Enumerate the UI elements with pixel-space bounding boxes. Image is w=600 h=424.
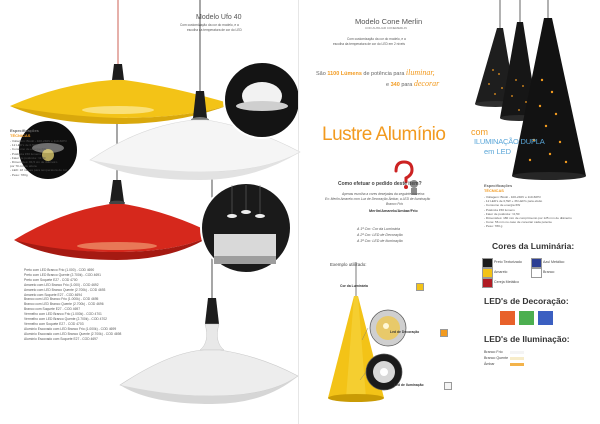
right-specs-list <box>484 195 572 229</box>
ilum-label: Branco Frio <box>484 350 503 354</box>
question-mark-icon <box>396 162 418 195</box>
right-specs-subheading: TÉCNICAS <box>484 188 504 193</box>
lumens-word-iluminar: iluminar, <box>405 68 435 77</box>
spec-line: - Potência 150 lumens <box>10 151 41 156</box>
cone-title: Modelo Cone Merlin <box>355 17 423 26</box>
order-rule-1: A 1ª Cor: Cor da Luminária <box>357 227 400 231</box>
colors-title: Cores da Luminária: <box>492 241 575 251</box>
lumens-text: São <box>316 71 326 77</box>
product-line: Branco com LED Branco Frio (1.000k) - COD 4695 <box>24 297 99 302</box>
spec-line: - Dimensões: 180 mm de comprimento por 125 mm de diâmetro <box>484 216 572 221</box>
ilum-swatch-cold <box>510 351 524 354</box>
lumens-text: de potência para <box>363 71 405 77</box>
order-example: Merlin/Amarelo/Ambar/Frio <box>369 209 418 213</box>
product-line: Preto com Soquete E27 - COD 4700 <box>24 277 78 282</box>
color-label: Branco <box>543 270 555 274</box>
headline-main: Lustre Alumínio <box>322 124 446 145</box>
callout-cor: Cor da Luminária <box>340 284 368 288</box>
product-line: Amarelo com Soquete E27 - COD 4694 <box>24 292 82 297</box>
left-specs-heading: Especificações <box>10 128 39 133</box>
color-swatch-white <box>531 268 542 278</box>
spec-line: - Dimensões: 84,5 cm de diâmetro <box>10 160 58 165</box>
ilum-label: Âmbar <box>484 362 495 366</box>
spec-line: - Voltagem: Bivolt - 100-240V e 110-60Hz <box>484 195 541 199</box>
product-line: Vermelho com LED Branco Quente (2.700k) - COD 4702 <box>24 317 108 322</box>
product-line: Alumínio Escovado com LED Branco Frio (1.000k) - COD 4699 <box>24 326 117 331</box>
product-line: Vermelho com Soquete E27 - COD 4703 <box>24 321 84 326</box>
product-line: Branco com Soquete E27 - COD 4697 <box>24 307 81 312</box>
decor-swatch-blue <box>538 311 553 325</box>
zoom-detail-decor <box>370 310 406 346</box>
callout-decor: Led de Decoração <box>390 330 420 334</box>
lumens-value-decor: 340 <box>390 82 400 88</box>
color-swatch-blue <box>531 258 542 268</box>
lumens-word-decorar: decorar <box>413 79 440 88</box>
cone-subtitle: COD AUXILIAR CONEMERLIN <box>365 26 407 30</box>
cone-desc-1: Com customização da cor do modelo, e a <box>347 37 406 41</box>
color-swatch-red <box>482 278 493 288</box>
decor-swatch-green <box>519 311 534 325</box>
decor-title: LED's de Decoração: <box>484 296 569 306</box>
product-line: Alumínio Escovado com Soquete E27 - COD 4697 <box>24 336 98 341</box>
headline-iluminacao: ILUMINAÇÃO DUPLA <box>474 137 545 146</box>
headline-com: com <box>471 127 489 137</box>
product-line: Preto com LED Branco Quente (2.700k) - COD 4691 <box>24 272 101 277</box>
callout-ilum-swatch <box>444 382 452 390</box>
lumens-value-ilum: 1100 Lúmens <box>327 71 362 77</box>
spec-line: - Cone: 56 mm no caso de conectar cada potente <box>484 220 552 225</box>
order-title: Como efetuar o pedido deste item? <box>338 181 422 187</box>
spec-line: - 12 LED's de 0,5W <box>10 143 37 148</box>
spec-line: - Peso: 780 g <box>484 224 503 229</box>
ufo-desc-2: escolha da temperatura de cor do LED <box>187 28 242 32</box>
callout-ilum: Led de Iluminação <box>394 383 424 387</box>
lumens-text: para <box>401 82 413 88</box>
ufo-desc-1: Com customização da cor do modelo, e a <box>180 23 239 27</box>
order-desc-1: Apenas escolha a cores desejadas da seguinte maneira: <box>342 192 425 196</box>
example-label: Exemplo utilizado: <box>330 262 367 267</box>
lumens-line-2 <box>386 79 439 88</box>
spec-line: por 70 cm de altura <box>10 164 37 169</box>
color-swatch-yellow <box>482 268 493 278</box>
order-rule-3: A 3ª Cor: LED de Iluminação <box>357 239 403 243</box>
left-specs-subheading: TÉCNICAS <box>10 133 31 138</box>
headline-led: em LED <box>484 147 512 156</box>
product-line: Vermelho com LED Branco Frio (1.000k) - COD 4701 <box>24 312 102 317</box>
product-line: Preto com LED Branco Frio (1.000) - COD 4690 <box>24 268 95 272</box>
color-label: Amarelo <box>494 270 508 274</box>
spec-line: - Consumo de energia 6W <box>484 203 521 208</box>
ilum-swatch-amber <box>510 363 524 366</box>
spec-line: - Consumo de energia 6W <box>10 147 47 152</box>
product-line: Alumínio Escovado com LED Branco Quente (2.700k) - COD 4698 <box>24 331 122 336</box>
product-line: Branco com LED Branco Quente (2.700k) - COD 4696 <box>24 302 104 307</box>
ilum-title: LED's de Iluminação: <box>484 334 570 344</box>
callout-cor-swatch <box>416 283 424 291</box>
right-specs-heading: Especificações <box>484 183 513 188</box>
cone-desc-2: escolha da temperatura de cor do LED em 2 níveis <box>333 42 405 46</box>
spec-line: - Voltagem: Bivolt - 100-240V e 110-60Hz <box>10 139 67 143</box>
spec-line: - LED: 18 meses para temperatura de cor <box>10 168 68 173</box>
color-swatch-black <box>482 258 493 268</box>
product-line: Amarelo com LED Branco Quente (2.700k) - COD 4693 <box>24 287 106 292</box>
order-desc-2: Ex: Merlin Amarelo com Luz de Decoração Âmbar, a LED de iluminação <box>325 197 431 201</box>
ufo-title: Modelo Ufo 40 <box>196 14 242 21</box>
lumens-line-1 <box>316 68 435 77</box>
spec-line: - Fator de potência: >0,50 <box>10 155 46 160</box>
ilum-label: Branco Quente <box>484 356 509 360</box>
order-rule-2: A 2ª Cor: LED de Decoração <box>357 233 403 237</box>
callout-decor-swatch <box>440 329 448 337</box>
ilum-swatch-warm <box>510 357 524 360</box>
spec-line: - Fator de potência: >0,50 <box>484 211 520 216</box>
spec-line: - 12 LED's de 0,5W + 36 LED's para efeito <box>484 199 543 204</box>
product-line: Amarelo com LED Branco Frio (1.000) - COD 4692 <box>24 282 99 287</box>
order-desc-3: Branco Frio <box>386 202 404 206</box>
color-label: Azul Metálico <box>543 260 565 264</box>
color-label: Preto Texturizado <box>494 260 522 264</box>
spec-line: - Peso: 780g <box>10 172 28 177</box>
decor-swatch-orange <box>500 311 515 325</box>
lumens-text: e <box>386 82 390 88</box>
color-label: Cereja Metálico <box>494 280 519 284</box>
spec-line: - Potência 150 lumens <box>484 207 515 212</box>
